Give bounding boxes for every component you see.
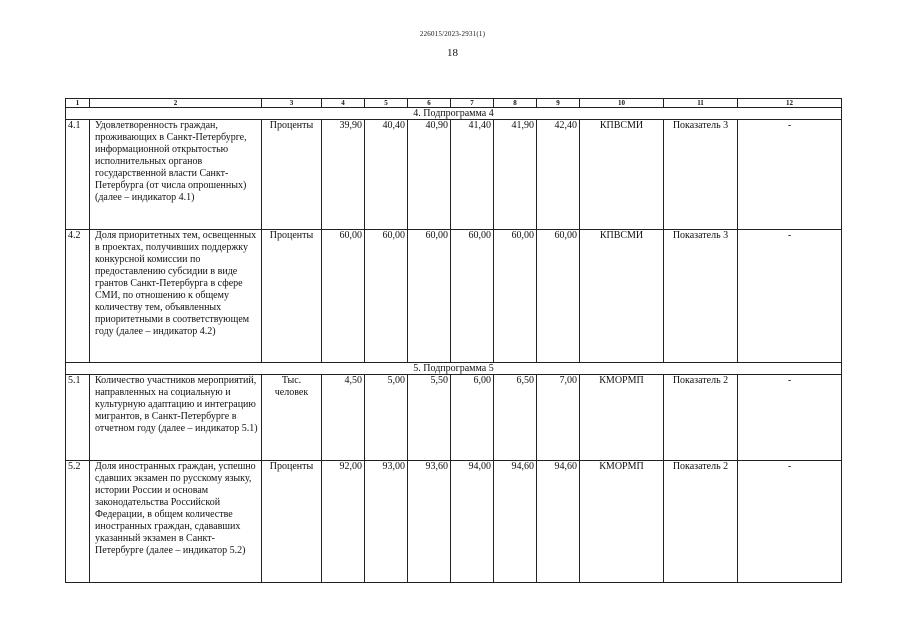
linked-indicator: Показатель 3 <box>664 230 738 363</box>
note: - <box>738 120 842 230</box>
value-cell: 60,00 <box>494 230 537 363</box>
note: - <box>738 375 842 461</box>
column-number: 9 <box>537 99 580 108</box>
section-row <box>66 363 842 375</box>
value-cell: 6,00 <box>451 375 494 461</box>
column-number-row <box>66 99 842 108</box>
column-number: 6 <box>408 99 451 108</box>
value-cell: 93,00 <box>365 461 408 583</box>
value-cell: 94,60 <box>494 461 537 583</box>
value-cell: 39,90 <box>322 120 365 230</box>
value-cell: 94,00 <box>451 461 494 583</box>
value-cell: 92,00 <box>322 461 365 583</box>
column-number: 8 <box>494 99 537 108</box>
responsible: КПВСМИ <box>580 230 664 363</box>
note: - <box>738 461 842 583</box>
value-cell: 6,50 <box>494 375 537 461</box>
row-number: 5.1 <box>66 375 90 461</box>
table-row <box>66 375 842 461</box>
column-number: 10 <box>580 99 664 108</box>
column-number: 3 <box>262 99 322 108</box>
column-number: 1 <box>66 99 90 108</box>
section-row <box>66 108 842 120</box>
value-cell: 60,00 <box>408 230 451 363</box>
indicators-table <box>65 98 842 583</box>
value-cell: 41,40 <box>451 120 494 230</box>
table-row <box>66 230 842 363</box>
value-cell: 42,40 <box>537 120 580 230</box>
value-cell: 40,90 <box>408 120 451 230</box>
indicator-name: Доля приоритетных тем, освещенных в проектах, получивших поддержку конкурсной комиссии по предоставлению субсидии в виде грантов Санкт-Петербурга в сфере СМИ, по отношению к общему количеству тем, объявленных приоритетными в соответствующем году (далее – индикатор 4.2) <box>90 230 262 363</box>
linked-indicator: Показатель 2 <box>664 375 738 461</box>
section-title: 4. Подпрограмма 4 <box>66 108 842 120</box>
responsible: КПВСМИ <box>580 120 664 230</box>
note: - <box>738 230 842 363</box>
unit: Проценты <box>262 461 322 583</box>
unit: Проценты <box>262 120 322 230</box>
unit: Тыс. человек <box>262 375 322 461</box>
value-cell: 60,00 <box>451 230 494 363</box>
value-cell: 93,60 <box>408 461 451 583</box>
value-cell: 5,50 <box>408 375 451 461</box>
row-number: 5.2 <box>66 461 90 583</box>
indicator-name: Количество участников мероприятий, направленных на социальную и культурную адаптацию и интеграцию мигрантов, в Санкт-Петербурге в отчетном году (далее – индикатор 5.1) <box>90 375 262 461</box>
value-cell: 5,00 <box>365 375 408 461</box>
row-number: 4.2 <box>66 230 90 363</box>
value-cell: 60,00 <box>322 230 365 363</box>
table-row <box>66 120 842 230</box>
value-cell: 4,50 <box>322 375 365 461</box>
indicator-name: Удовлетворенность граждан, проживающих в Санкт-Петербурге, информационной открытостью исполнительных органов государственной власти Санкт-Петербурга (от числа опрошенных) (далее – индикатор 4.1) <box>90 120 262 230</box>
table-row <box>66 461 842 583</box>
section-title: 5. Подпрограмма 5 <box>66 363 842 375</box>
column-number: 2 <box>90 99 262 108</box>
value-cell: 60,00 <box>365 230 408 363</box>
responsible: КМОРМП <box>580 461 664 583</box>
unit: Проценты <box>262 230 322 363</box>
value-cell: 94,60 <box>537 461 580 583</box>
page-number: 18 <box>447 47 458 59</box>
linked-indicator: Показатель 2 <box>664 461 738 583</box>
responsible: КМОРМП <box>580 375 664 461</box>
column-number: 12 <box>738 99 842 108</box>
indicator-name: Доля иностранных граждан, успешно сдавших экзамен по русскому языку, истории России и основам законодательства Российской Федерации, в общем количестве иностранных граждан, сдававших указанный экзамен в Санкт-Петербурге (далее – индикатор 5.2) <box>90 461 262 583</box>
document-id: 226015/2023-2931(1) <box>419 30 486 38</box>
row-number: 4.1 <box>66 120 90 230</box>
column-number: 11 <box>664 99 738 108</box>
value-cell: 60,00 <box>537 230 580 363</box>
value-cell: 40,40 <box>365 120 408 230</box>
column-number: 4 <box>322 99 365 108</box>
column-number: 5 <box>365 99 408 108</box>
value-cell: 7,00 <box>537 375 580 461</box>
column-number: 7 <box>451 99 494 108</box>
value-cell: 41,90 <box>494 120 537 230</box>
linked-indicator: Показатель 3 <box>664 120 738 230</box>
